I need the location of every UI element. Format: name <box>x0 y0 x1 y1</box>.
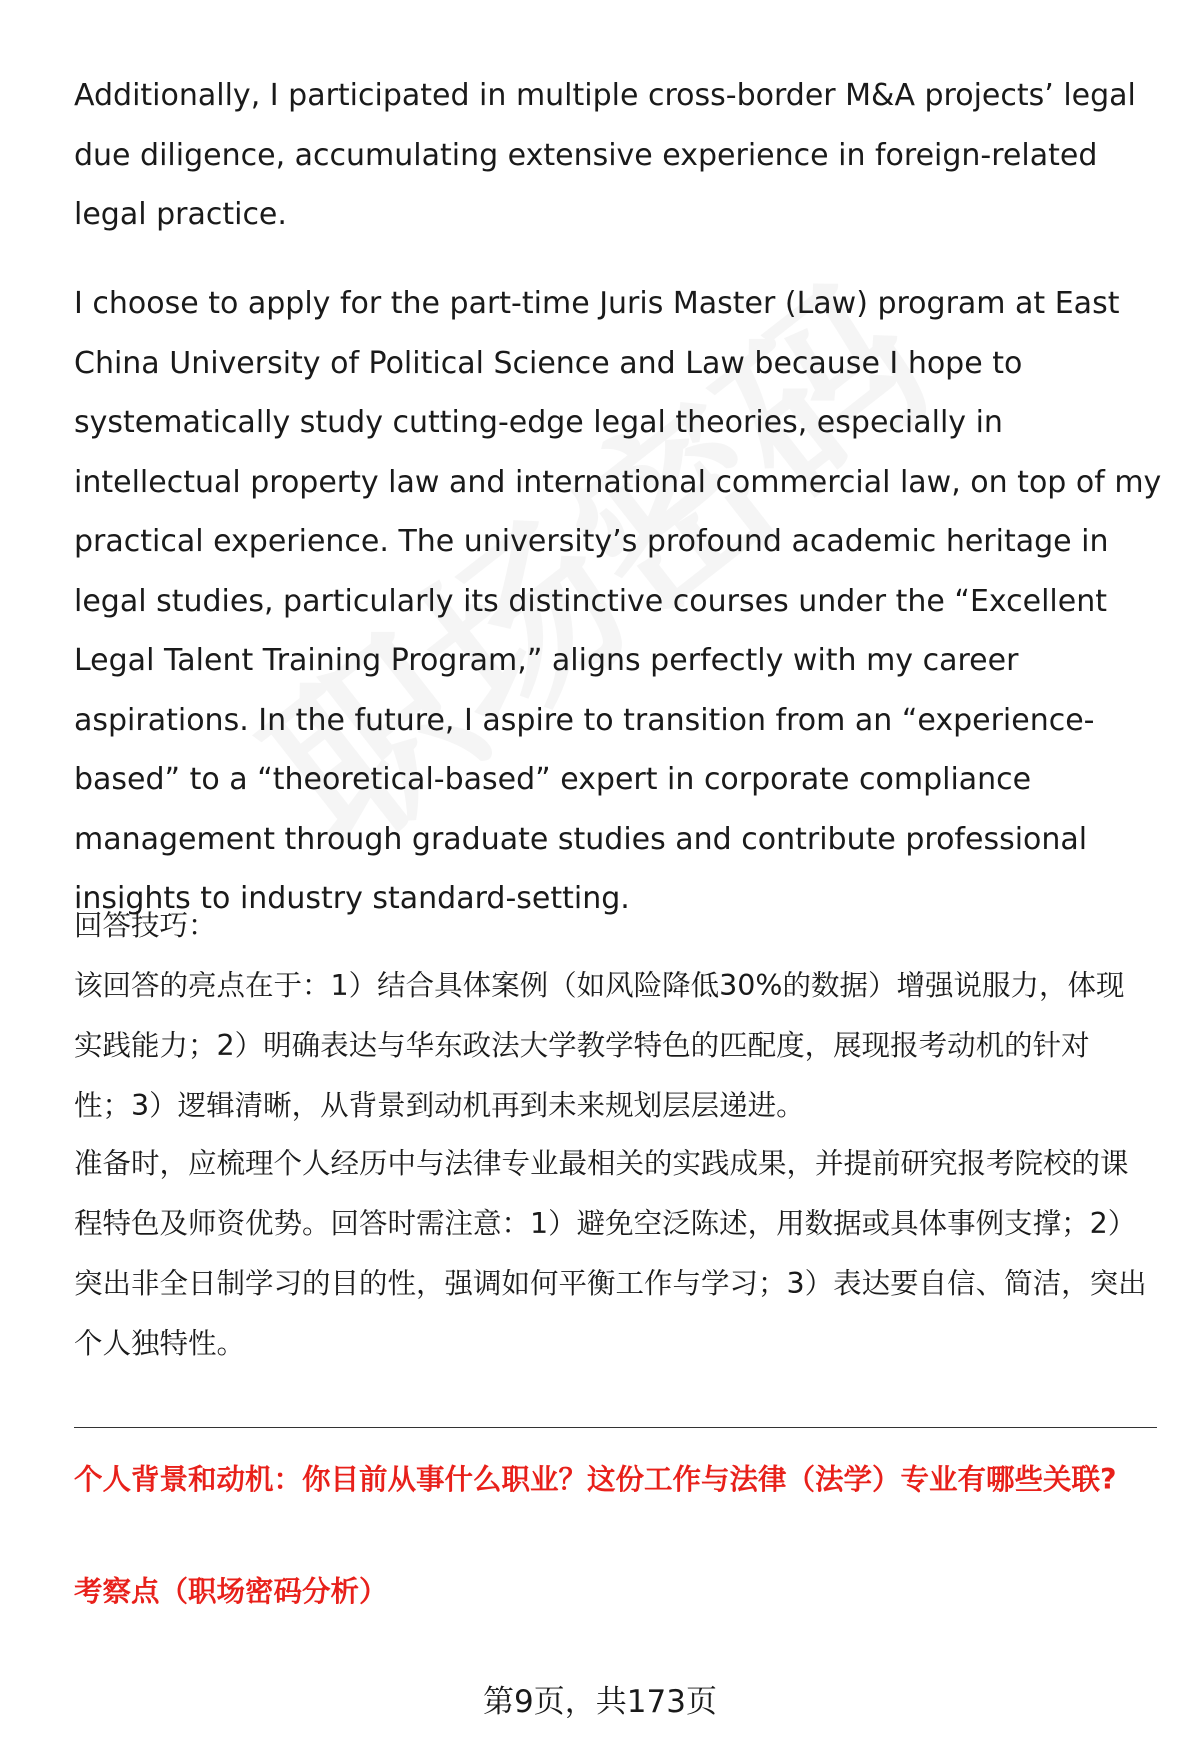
answer-paragraph-1: Additionally, I participated in multiple cross-border M&A projects’ legal due diligence, accumulating extensive experience in foreign-related legal practice. <box>74 78 1136 232</box>
assessment-point-heading: 考察点（职场密码分析） <box>74 1575 388 1608</box>
section-divider <box>74 1427 1157 1428</box>
tips-heading: 回答技巧： <box>74 909 217 942</box>
tips-paragraph-1: 该回答的亮点在于：1）结合具体案例（如风险降低30%的数据）增强说服力，体现实践能力；2）明确表达与华东政法大学教学特色的匹配度，展现报考动机的针对性；3）逻辑清晰，从背景到动机再到未来规划层层递进。 <box>74 969 1125 1122</box>
tips-paragraph-2: 准备时，应梳理个人经历中与法律专业最相关的实践成果，并提前研究报考院校的课程特色及师资优势。回答时需注意：1）避免空泛陈述，用数据或具体事例支撑；2）突出非全日制学习的目的性，强调如何平衡工作与学习；3）表达要自信、简洁，突出个人独特性。 <box>74 1147 1147 1360</box>
page-number: 第9页，共173页 <box>483 1684 717 1720</box>
question-title: 个人背景和动机：你目前从事什么职业？这份工作与法律（法学）专业有哪些关联? <box>74 1463 1117 1496</box>
answer-paragraph-2: I choose to apply for the part-time Juris Master (Law) program at East China University of Political Science and Law because I hope to systematically study cutting-edge legal theories, especially in intellectual property law and international commercial law, on top of my practical experience. The university’s profound academic heritage in legal studies, particularly its distinctive courses under the “Excellent Legal Talent Training Program,” aligns perfectly with my career aspirations. In the future, I aspire to transition from an “experience-based” to a “theoretical-based” expert in corporate compliance management through graduate studies and contribute professional insights to industry standard-setting. <box>74 286 1162 916</box>
